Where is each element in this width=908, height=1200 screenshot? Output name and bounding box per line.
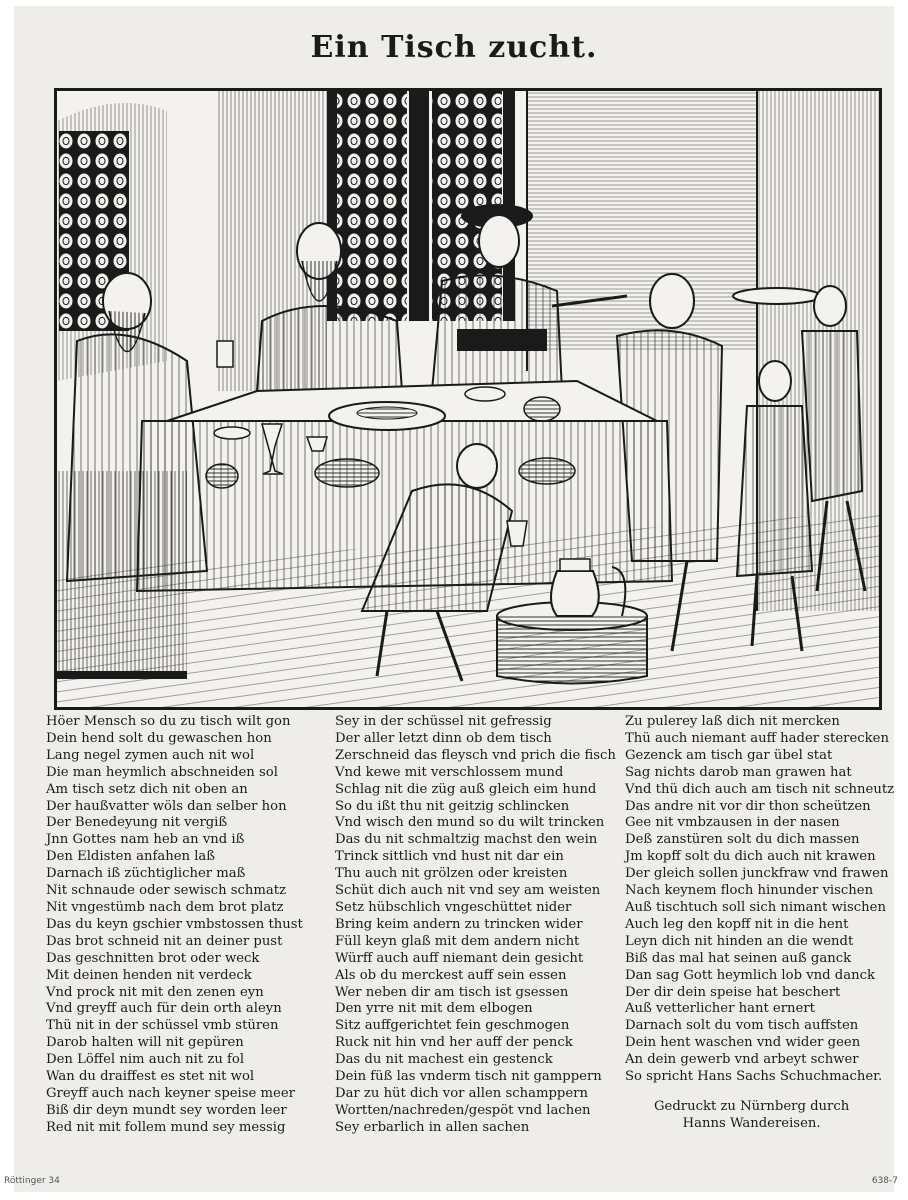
verse-line: Nit vngestümb nach dem brot platz: [46, 899, 284, 915]
verse-line: Lang negel zymen auch nit wol: [46, 747, 255, 763]
verse-line: Biß das mal hat seinen auß ganck: [625, 950, 852, 966]
verse-column-3: [625, 714, 894, 1086]
verse-line: Als ob du merckest auff sein essen: [335, 967, 567, 983]
verse-line: Vnd prock nit mit den zenen eyn: [46, 984, 264, 1000]
verse-line: Jnn Gottes nam heb an vnd iß: [46, 832, 245, 848]
broadsheet-page: [14, 6, 894, 1192]
catalog-reference-left: Röttinger 34: [4, 1176, 60, 1186]
catalog-reference-right: 638-7: [871, 1176, 898, 1186]
sheet-title: Ein Tisch zucht.: [310, 30, 598, 65]
verse-line: Der aller letzt dinn ob dem tisch: [335, 730, 552, 746]
verse-line: So spricht Hans Sachs Schuchmacher.: [625, 1069, 883, 1085]
verse-line: Dar zu hüt dich vor allen schamppern: [335, 1085, 588, 1101]
verse-line: Mit deinen henden nit verdeck: [46, 967, 252, 983]
colophon-line: Hanns Wandereisen.: [682, 1116, 821, 1131]
verse-line: Wer neben dir am tisch ist gsessen: [335, 984, 569, 1000]
verse-line: Zu pulerey laß dich nit mercken: [625, 714, 840, 729]
verse-line: Das du nit schmaltzig machst den wein: [335, 832, 598, 848]
printer-colophon: [654, 1098, 849, 1132]
verse-line: Auch leg den kopff nit in die hent: [625, 916, 849, 932]
verse-line: Trinck sittlich vnd hust nit dar ein: [335, 849, 564, 865]
verse-line: An dein gewerb vnd arbeyt schwer: [625, 1052, 859, 1068]
verse-line: Schüt dich auch nit vnd sey am weisten: [335, 883, 601, 899]
verse-line: So du ißt thu nit geitzig schlincken: [335, 798, 570, 814]
woodcut-illustration: [57, 91, 879, 707]
verse-line: Dein hent waschen vnd wider geen: [625, 1035, 861, 1051]
verse-line: Auß vetterlicher hant ernert: [625, 1001, 815, 1017]
verse-line: Nit schnaude oder sewisch schmatz: [46, 883, 287, 899]
verse-line: Den Eldisten anfahen laß: [46, 849, 216, 865]
verse-line: Vnd wisch den mund so du wilt trincken: [335, 815, 605, 831]
verse-line: Schlag nit die züg auß gleich eim hund: [335, 781, 597, 797]
verse-line: Jm kopff solt du dich auch nit krawen: [625, 849, 876, 865]
verse-line: Darob halten will nit gepüren: [46, 1035, 244, 1051]
verse-line: Am tisch setz dich nit oben an: [46, 781, 248, 797]
verse-line: Das brot schneid nit an deiner pust: [46, 933, 283, 949]
verse-line: Den Löffel nim auch nit zu fol: [46, 1052, 245, 1068]
verse-line: Gee nit vmbzausen in der nasen: [625, 815, 840, 831]
verse-line: Deß zanstüren solt du dich massen: [625, 832, 860, 848]
verse-line: Der gleich sollen junckfraw vnd frawen: [625, 866, 889, 882]
verse-line: Dein füß las vnderm tisch nit gamppern: [335, 1069, 602, 1085]
verse-line: Das andre nit vor dir thon scheützen: [625, 798, 871, 814]
verse-line: Sitz auffgerichtet fein geschmogen: [335, 1018, 570, 1034]
verse-line: Zerschneid das fleysch vnd prich die fisch: [335, 747, 616, 763]
verse-column-1: [46, 714, 303, 1137]
verse-line: Red nit mit follem mund sey messig: [46, 1119, 286, 1135]
verse-line: Wan du draiffest es stet nit wol: [46, 1069, 255, 1085]
verse-line: Setz hübschlich vngeschüttet nider: [335, 899, 572, 915]
verse-line: Biß dir deyn mundt sey worden leer: [46, 1102, 287, 1118]
verse-line: Der dir dein speise hat beschert: [625, 984, 841, 1000]
verse-line: Vnd greyff auch für dein orth aleyn: [46, 1001, 282, 1017]
verse-line: Thü nit in der schüssel vmb stüren: [46, 1018, 279, 1034]
verse-line: Vnd thü dich auch am tisch nit schneutz: [625, 781, 895, 797]
verse-line: Höer Mensch so du zu tisch wilt gon: [46, 714, 291, 729]
verse-line: Sey erbarlich in allen sachen: [335, 1119, 530, 1135]
verse-line: Dein hend solt du gewaschen hon: [46, 730, 272, 746]
verse-line: Greyff auch nach keyner speise meer: [46, 1085, 295, 1101]
verse-line: Wortten/nachreden/gespöt vnd lachen: [335, 1102, 591, 1118]
verse-line: Das du nit machest ein gestenck: [335, 1052, 553, 1068]
verse-line: Ruck nit hin vnd her auff der penck: [335, 1035, 573, 1051]
verse-line: Das du keyn gschier vmbstossen thust: [46, 916, 303, 932]
verse-line: Der Benedeyung nit vergiß: [46, 815, 228, 831]
verse-line: Würff auch auff niemant dein gesicht: [335, 950, 584, 966]
verse-line: Füll keyn glaß mit dem andern nicht: [335, 933, 580, 949]
verse-line: Darnach solt du vom tisch auffsten: [625, 1018, 859, 1034]
verse-line: Den yrre nit mit dem elbogen: [335, 1001, 533, 1017]
table-scene-woodcut: [54, 88, 882, 710]
verse-line: Das geschnitten brot oder weck: [46, 950, 260, 966]
verse-line: Nach keynem floch hinunder vischen: [625, 883, 874, 899]
verse-line: Vnd kewe mit verschlossem mund: [335, 764, 564, 780]
verse-line: Die man heymlich abschneiden sol: [46, 764, 278, 780]
verse-line: Gezenck am tisch gar übel stat: [625, 747, 833, 763]
colophon-line: Gedruckt zu Nürnberg durch: [654, 1099, 850, 1114]
verse-line: Thü auch niemant auff hader sterecken: [625, 730, 889, 746]
verse-line: Leyn dich nit hinden an die wendt: [625, 933, 854, 949]
verse-column-2: [335, 714, 616, 1137]
verse-line: Darnach iß züchtiglicher maß: [46, 866, 246, 882]
verse-line: Der haußvatter wöls dan selber hon: [46, 798, 287, 814]
verse-line: Bring keim andern zu trincken wider: [335, 916, 583, 932]
verse-line: Auß tischtuch soll sich nimant wischen: [625, 899, 886, 915]
verse-line: Thu auch nit grölzen oder kreisten: [335, 866, 568, 882]
verse-line: Sey in der schüssel nit gefressig: [335, 714, 552, 729]
verse-line: Dan sag Gott heymlich lob vnd danck: [625, 967, 875, 983]
verse-line: Sag nichts darob man grawen hat: [625, 764, 852, 780]
